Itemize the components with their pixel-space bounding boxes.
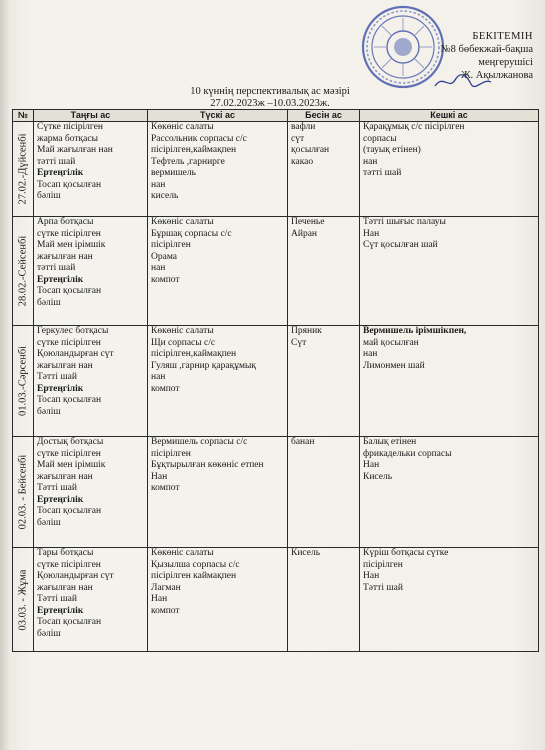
breakfast-item: сүтке пісірілген [37, 337, 101, 348]
breakfast-item: Ертеңгілік [37, 605, 84, 616]
breakfast-item: жағылған нан [37, 251, 93, 262]
breakfast-item: сүтке пісірілген [37, 228, 101, 239]
breakfast-item: Қоюландырған сүт [37, 571, 114, 581]
breakfast-cell [34, 437, 148, 548]
binding-edge [0, 0, 10, 750]
table-row [13, 437, 539, 548]
lunch-item: Нан [151, 471, 168, 482]
lunch-item: Гуляш ,гарнир қарақұмық [151, 360, 256, 371]
breakfast-item: Май мен ірімшік [37, 460, 106, 470]
breakfast-item: Тосап қосылған [37, 179, 102, 190]
breakfast-item: Тәтті шай [37, 483, 77, 493]
lunch-item: Бұқтырылған көкөніс етпен [151, 460, 264, 470]
dinner-item: Күріш ботқасы сүтке [363, 548, 449, 558]
dinner-item: тәтті шай [363, 168, 402, 178]
header-lunch: Түскі ас [148, 110, 288, 122]
breakfast-item: жарма ботқасы [37, 133, 98, 144]
day-cell [13, 437, 34, 548]
snack-item: какао [291, 156, 314, 167]
breakfast-item: Сүтке пісірілген [37, 122, 103, 132]
breakfast-item: Қоюландырған сүт [37, 349, 114, 359]
approval-position: меңгерушісі [478, 57, 533, 68]
day-cell [13, 217, 34, 326]
table-row [13, 122, 539, 217]
breakfast-item: Тосап қосылған [37, 286, 102, 296]
snack-item: сүт [291, 133, 305, 144]
breakfast-item: бәліш [37, 297, 61, 308]
lunch-item: Көкөніс салаты [151, 217, 214, 227]
dinner-item: Балық етінен [363, 437, 417, 447]
dinner-item: Тәтті шай [363, 582, 403, 593]
snack-item: банан [291, 437, 315, 447]
lunch-item: кисель [151, 191, 179, 201]
dinner-cell [360, 437, 539, 548]
day-label: 01.03.-Сәрсенбі [17, 346, 29, 416]
breakfast-item: тәтті шай [37, 263, 76, 273]
breakfast-item: Тары ботқасы [37, 548, 94, 558]
lunch-cell [148, 437, 288, 548]
header-dinner: Кешкі ас [360, 110, 539, 122]
dinner-item: Вермишель ірімшікпен, [363, 326, 467, 336]
dinner-cell [360, 122, 539, 217]
breakfast-item: Геркулес ботқасы [37, 326, 109, 336]
dinner-item: Қарақұмық с/с пісірілген [363, 122, 465, 132]
day-cell [13, 326, 34, 437]
lunch-item: компот [151, 383, 180, 394]
lunch-item: пісірілген [151, 448, 191, 459]
snack-item: Сүт [291, 337, 307, 348]
lunch-cell [148, 326, 288, 437]
breakfast-item: Ертеңгілік [37, 494, 84, 505]
lunch-item: нан [151, 179, 166, 190]
day-label: 27.02.-Дүйсенбі [17, 133, 29, 205]
snack-cell [288, 217, 360, 326]
approval-title: БЕКІТЕМІН [472, 31, 533, 42]
approval-name: Ж. Ақылжанова [461, 70, 533, 81]
breakfast-item: сүтке пісірілген [37, 448, 101, 459]
snack-item: Печенье [291, 217, 325, 227]
lunch-cell [148, 217, 288, 326]
breakfast-cell [34, 326, 148, 437]
breakfast-item: жағылған нан [37, 360, 93, 371]
breakfast-item: Ертеңгілік [37, 274, 84, 285]
snack-item: Кисель [291, 548, 321, 558]
table-row [13, 217, 539, 326]
menu-title: 10 күннің перспективалық ас мәзірі [190, 86, 350, 97]
breakfast-item: бәліш [37, 517, 61, 528]
breakfast-item: Тәтті шай [37, 372, 77, 382]
day-label: 28.02.-Сейсенбі [17, 235, 29, 307]
lunch-item: Лагман [151, 582, 181, 593]
breakfast-item: жағылған нан [37, 582, 93, 593]
breakfast-item: Арпа ботқасы [37, 217, 94, 227]
breakfast-item: Тосап қосылған [37, 617, 102, 627]
header-breakfast: Таңғы ас [34, 110, 148, 122]
lunch-item: Көкөніс салаты [151, 122, 214, 132]
snack-item: вафли [291, 122, 316, 132]
dinner-item: сорпасы [363, 133, 397, 144]
day-cell [13, 548, 34, 652]
breakfast-item: жағылған нан [37, 471, 93, 482]
dinner-item: Сүт қосылған шай [363, 240, 438, 250]
breakfast-item: Тосап қосылған [37, 506, 102, 516]
signature [433, 72, 493, 90]
breakfast-item: Тосап қосылған [37, 395, 102, 405]
menu-table [12, 109, 539, 652]
lunch-item: компот [151, 605, 180, 616]
breakfast-item: Достық ботқасы [37, 437, 104, 447]
snack-cell [288, 437, 360, 548]
breakfast-item: сүтке пісірілген [37, 559, 101, 570]
lunch-item: пісірілген каймақпен [151, 571, 237, 581]
breakfast-cell [34, 548, 148, 652]
breakfast-item: бәліш [37, 628, 61, 639]
dinner-item: Лимонмен шай [363, 360, 425, 371]
lunch-item: компот [151, 274, 180, 285]
snack-cell [288, 548, 360, 652]
snack-item: қосылған [291, 145, 330, 155]
lunch-item: Қызылша сорпасы с/с [151, 559, 240, 570]
lunch-item: Орама [151, 251, 177, 262]
lunch-item: нан [151, 263, 166, 273]
lunch-item: Вермишель сорпасы с/с [151, 437, 248, 447]
breakfast-cell [34, 217, 148, 326]
lunch-item: Бұршақ сорпасы с/с [151, 228, 232, 239]
lunch-item: компот [151, 483, 180, 493]
breakfast-item: Май мен ірімшік [37, 240, 106, 250]
snack-item: Айран [291, 228, 317, 239]
table-row [13, 548, 539, 652]
snack-cell [288, 122, 360, 217]
lunch-item: Рассольник сорпасы с/с [151, 133, 247, 144]
dinner-item: (тауық етінен) [363, 145, 421, 155]
dinner-cell [360, 217, 539, 326]
lunch-item: пісірілген [151, 240, 191, 250]
lunch-cell [148, 122, 288, 217]
breakfast-item: Ертеңгілік [37, 168, 84, 178]
table-header-row [13, 110, 539, 122]
dinner-item: нан [363, 349, 378, 359]
approval-block [393, 30, 533, 82]
dinner-item: май қосылған [363, 337, 419, 348]
lunch-item: Нан [151, 594, 168, 604]
lunch-item: Тефтель ,гарнирге [151, 156, 225, 167]
breakfast-item: тәтті шай [37, 156, 76, 167]
dinner-cell [360, 548, 539, 652]
dinner-item: нан [363, 156, 378, 167]
day-cell [13, 122, 34, 217]
lunch-item: вермишель [151, 168, 196, 178]
lunch-item: Көкөніс салаты [151, 326, 214, 336]
lunch-item: пісірілген,каймақпен [151, 145, 237, 155]
approval-institution: №8 бөбекжай-бақша [440, 44, 533, 55]
table-row [13, 326, 539, 437]
snack-item: Пряник [291, 326, 322, 336]
breakfast-item: бәліш [37, 406, 61, 417]
dinner-item: Нан [363, 460, 380, 470]
lunch-item: пісірілген,каймақпен [151, 349, 237, 359]
snack-cell [288, 326, 360, 437]
dinner-item: Нан [363, 571, 380, 581]
breakfast-item: Ертеңгілік [37, 383, 84, 394]
breakfast-item: Тәтті шай [37, 594, 77, 604]
breakfast-item: бәліш [37, 191, 61, 201]
day-label: 02.03. - Бейсенбі [17, 454, 29, 530]
dinner-item: фрикадельки сорпасы [363, 448, 452, 459]
dinner-item: пісірілген [363, 559, 403, 570]
lunch-item: Щи сорпасы с/с [151, 337, 216, 348]
breakfast-item: Май жағылған нан [37, 145, 113, 155]
dinner-item: Кисель [363, 471, 393, 482]
header-snack: Бесін ас [288, 110, 360, 122]
dinner-item: Тәтті шығыс палауы [363, 217, 446, 227]
dinner-cell [360, 326, 539, 437]
lunch-cell [148, 548, 288, 652]
lunch-item: Көкөніс салаты [151, 548, 214, 558]
menu-period: 27.02.2023ж –10.03.2023ж. [210, 98, 330, 109]
header-number: № [13, 110, 34, 122]
lunch-item: нан [151, 372, 166, 382]
breakfast-cell [34, 122, 148, 217]
menu-heading [150, 86, 390, 110]
dinner-item: Нан [363, 228, 380, 239]
day-label: 03.03. - Жұма [17, 569, 29, 630]
